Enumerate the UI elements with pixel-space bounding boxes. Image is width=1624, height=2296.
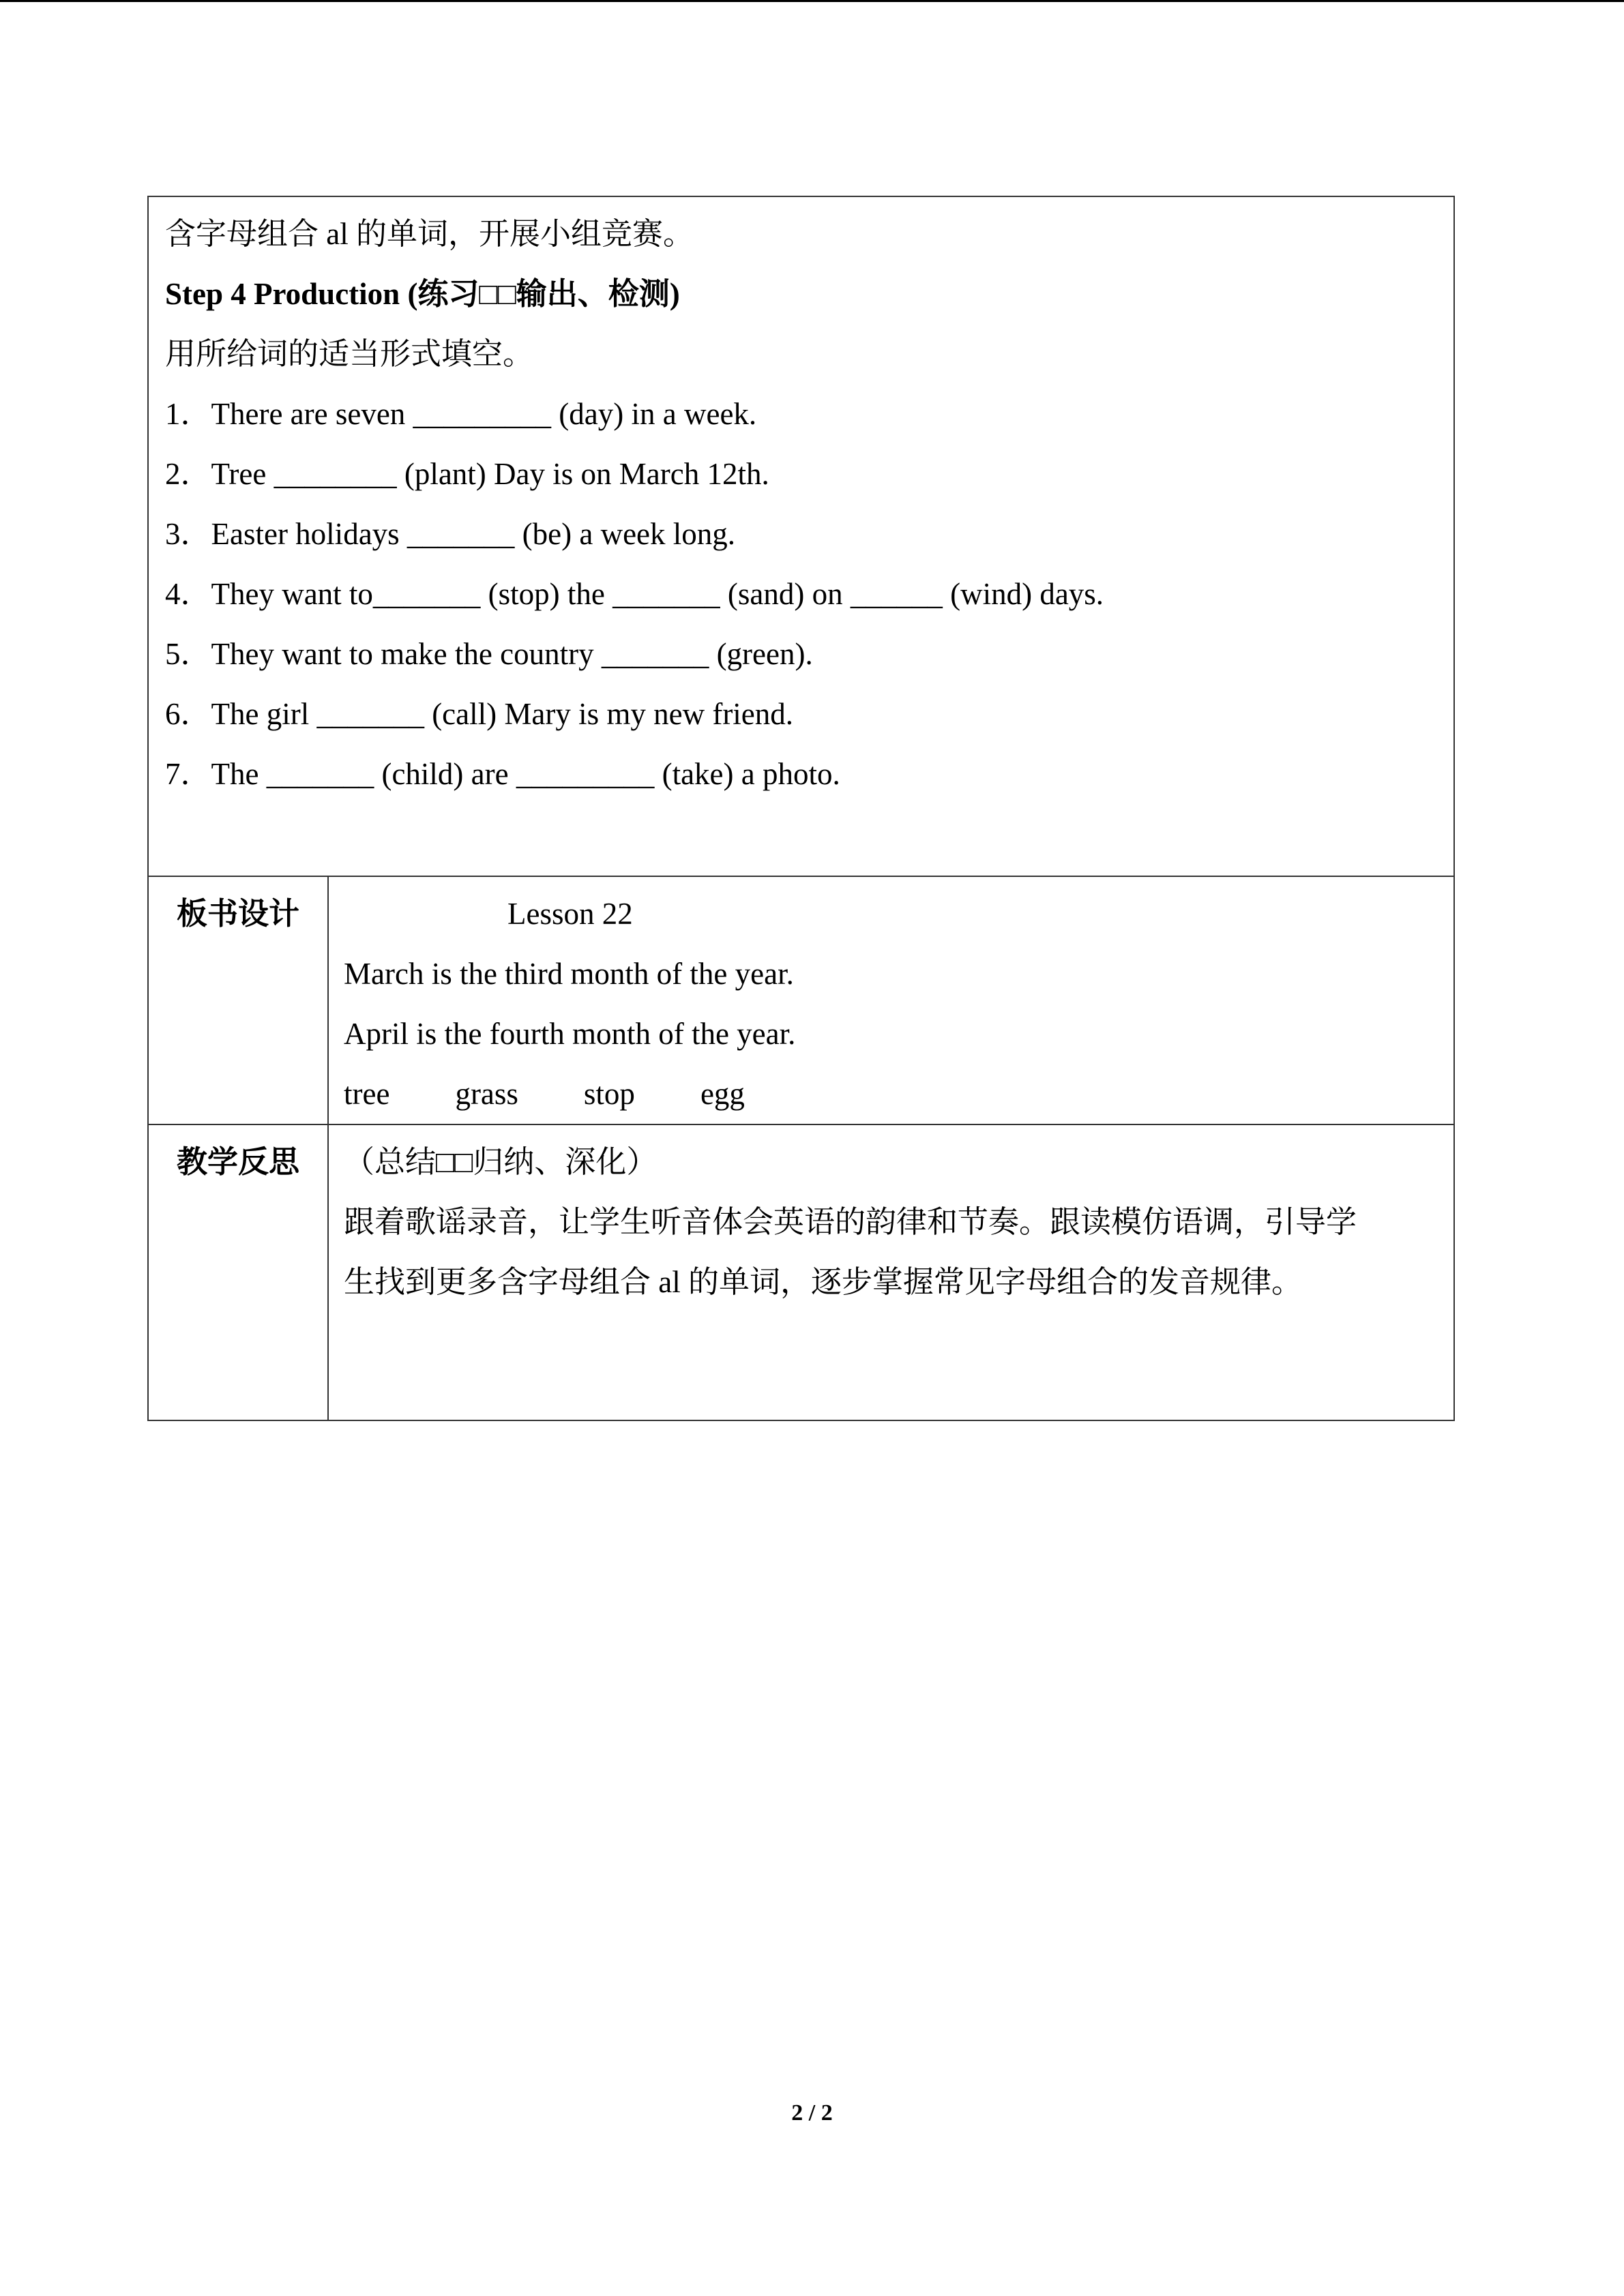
reflection-heading: （总结□□归纳、深化） (344, 1145, 658, 1179)
exercise-instruction: 用所给词的适当形式填空。 (165, 337, 534, 371)
page-number: 2 / 2 (791, 2100, 833, 2126)
reflection-line-1: 跟着歌谣录音，让学生听音体会英语的韵律和节奏。跟读模仿语调，引导学 (344, 1205, 1357, 1239)
exercise-item-2: 2．Tree ________ (plant) Day is on March 12th. (165, 457, 769, 491)
exercise-item-6: 6．The girl _______ (call) Mary is my new friend. (165, 697, 794, 731)
board-line-1: March is the third month of the year. (344, 957, 794, 991)
steps-cell (148, 196, 1454, 876)
board-lesson-title: Lesson 22 (507, 897, 633, 931)
reflection-row (148, 1124, 1454, 1420)
board-word-egg: egg (700, 1077, 745, 1111)
lesson-plan-table (147, 196, 1455, 1421)
board-row (148, 876, 1454, 1124)
board-word-stop: stop (583, 1077, 635, 1111)
board-word-grass: grass (455, 1077, 518, 1111)
board-words (344, 1064, 1453, 1124)
reflection-content-cell (328, 1124, 1454, 1420)
page-top-border (0, 0, 1624, 2)
step4-heading: Step 4 Production (练习□□输出、检测) (165, 277, 680, 311)
board-word-tree: tree (344, 1077, 390, 1111)
reflection-label: 教学反思 (176, 1145, 299, 1179)
board-content-cell (328, 876, 1454, 1124)
reflection-line-2: 生找到更多含字母组合 al 的单词，逐步掌握常见字母组合的发音规律。 (344, 1265, 1302, 1299)
exercise-item-4: 4．They want to_______ (stop) the _______ (sand) on ______ (wind) days. (165, 577, 1104, 611)
intro-text: 含字母组合 al 的单词，开展小组竞赛。 (165, 217, 694, 251)
steps-row (148, 196, 1454, 876)
board-label-cell (148, 876, 328, 1124)
exercise-item-5: 5．They want to make the country _______ (green). (165, 637, 813, 671)
board-line-2: April is the fourth month of the year. (344, 1017, 796, 1051)
exercise-item-3: 3．Easter holidays _______ (be) a week long. (165, 517, 736, 551)
reflection-label-cell (148, 1124, 328, 1420)
exercise-item-7: 7．The _______ (child) are _________ (take) a photo. (165, 757, 840, 791)
exercise-item-1: 1．There are seven _________ (day) in a week. (165, 397, 757, 431)
board-label: 板书设计 (176, 897, 299, 931)
